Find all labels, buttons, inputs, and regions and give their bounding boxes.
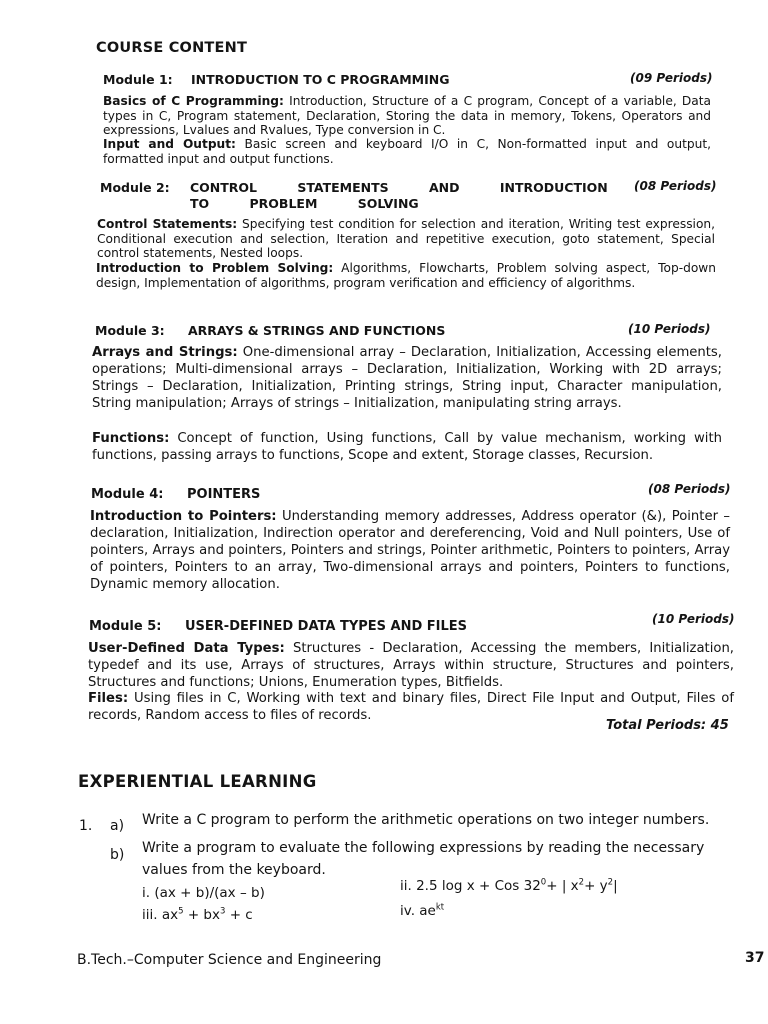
- module-5-paragraph: [88, 640, 734, 691]
- expr-part: + y: [584, 878, 608, 894]
- part-a-question: Write a C program to perform the arithmetic operations on two integer numbers.: [142, 812, 710, 828]
- expr-superscript: 5: [178, 906, 184, 917]
- part-b-label: b): [110, 847, 125, 863]
- page-number: 37: [745, 950, 765, 966]
- module-2-heading: [100, 180, 620, 211]
- expr-part: iii. ax: [142, 907, 179, 923]
- topic-label: Introduction to Problem Solving:: [96, 261, 334, 275]
- module-3-periods: (10 Periods): [628, 322, 711, 336]
- expr-part: + | x: [546, 878, 579, 894]
- module-4-heading: [91, 487, 391, 502]
- module-label: Module 3:: [95, 323, 165, 338]
- part-b-question-line1: Write a program to evaluate the following expressions by reading the necessary: [142, 840, 705, 856]
- module-4-paragraph: [90, 508, 730, 593]
- topic-label: Control Statements:: [97, 217, 238, 231]
- module-3-paragraph: [92, 344, 722, 412]
- expression-i: i. (ax + b)/(ax – b): [142, 885, 265, 901]
- module-2-periods: (08 Periods): [634, 179, 717, 193]
- expression-iv: [400, 903, 444, 919]
- module-3-paragraph: [92, 430, 722, 464]
- total-periods: Total Periods: 45: [606, 718, 729, 733]
- topic-text: Concept of function, Using functions, Call by value mechanism, working with functions, passing arrays to functions, Scope and extent, Storage classes, Recursion.: [92, 431, 722, 463]
- module-title: INTRODUCTION TO C PROGRAMMING: [191, 72, 450, 87]
- topic-text: One-dimensional array – Declaration, Initialization, Accessing elements, operations; Multi-dimensional arrays – Declaration, Initialization, Working with 2D arrays; Strings – Declaration, Initialization, Printing strings, String input, Character manipulation, String manipulation; Arrays of strings – Initialization, manipulating string arrays.: [92, 345, 722, 411]
- expr-superscript: 2: [607, 877, 614, 888]
- topic-text: Introduction, Structure of a C program, Concept of a variable, Data types in C, Program statement, Declaration, Storing the data in memory, Tokens, Operators and expressions, Lvalues and Rvalues, Type conversion in C.: [103, 94, 711, 137]
- module-1-paragraph: [103, 137, 711, 166]
- topic-label: Functions:: [92, 431, 170, 446]
- module-1-periods: (09 Periods): [630, 71, 713, 85]
- topic-text: Basic screen and keyboard I/O in C, Non-formatted input and output, formatted input and output functions.: [103, 137, 711, 166]
- module-1-heading: [103, 72, 543, 87]
- topic-label: Arrays and Strings:: [92, 345, 238, 360]
- topic-label: User-Defined Data Types:: [88, 641, 285, 656]
- module-1-paragraph: [103, 94, 711, 138]
- module-title: USER-DEFINED DATA TYPES AND FILES: [185, 619, 468, 634]
- module-5-heading: [89, 619, 539, 634]
- expr-part: + c: [225, 907, 253, 923]
- expr-superscript: kt: [435, 902, 445, 913]
- module-2-paragraph: [96, 261, 716, 290]
- topic-text: Algorithms, Flowcharts, Problem solving aspect, Top-down design, Implementation of algorithms, program verification and efficiency of algorithms.: [96, 261, 716, 290]
- topic-text: Structures - Declaration, Accessing the members, Initialization, typedef and its use, Arrays of structures, Arrays within structure, Structures and pointers, Structures and functions; Unions, Enumeration types, Bitfields.: [88, 641, 734, 690]
- module-5-periods: (10 Periods): [652, 612, 735, 626]
- item-number: 1.: [79, 818, 93, 834]
- expr-superscript: 0: [540, 877, 547, 888]
- module-label: Module 1:: [103, 72, 173, 87]
- topic-label: Basics of C Programming:: [103, 94, 284, 108]
- part-b-question-line2: values from the keyboard.: [142, 862, 326, 878]
- module-label: Module 4:: [91, 487, 164, 502]
- expression-iii: [142, 907, 253, 923]
- module-3-heading: [95, 323, 535, 338]
- module-2-paragraph: [97, 217, 715, 261]
- footer-program-name: B.Tech.–Computer Science and Engineering: [77, 952, 382, 968]
- expr-part: |: [613, 878, 618, 894]
- expr-part: iv. ae: [400, 903, 436, 919]
- topic-text: Understanding memory addresses, Address operator (&), Pointer – declaration, Initialization, Indirection operator and dereferencing, Void and Null pointers, Use of pointers, Arrays and pointers, Pointers and strings, Pointer arithmetic, Pointers to pointers, Array of pointers, Pointers to an array, Two-dimensional arrays and pointers, Pointers to functions, Dynamic memory allocation.: [90, 509, 730, 592]
- expr-part: + bx: [183, 907, 220, 923]
- course-content-heading: COURSE CONTENT: [96, 40, 248, 56]
- topic-label: Introduction to Pointers:: [90, 509, 277, 524]
- experiential-learning-heading: EXPERIENTIAL LEARNING: [78, 772, 317, 791]
- topic-label: Input and Output:: [103, 137, 236, 151]
- topic-label: Files:: [88, 691, 129, 706]
- expr-part: ii. 2.5 log x + Cos 32: [400, 878, 541, 894]
- topic-text: Specifying test condition for selection and iteration, Writing test expression, Conditional execution and selection, Iteration and repetitive execution, goto statement, Special control statements, Nested loops.: [97, 217, 715, 260]
- module-title: ARRAYS & STRINGS AND FUNCTIONS: [188, 323, 446, 338]
- module-title: POINTERS: [187, 487, 261, 502]
- topic-text: Using files in C, Working with text and binary files, Direct File Input and Output, Files of records, Random access to files of records.: [88, 691, 734, 723]
- module-4-periods: (08 Periods): [648, 482, 731, 496]
- module-label: Module 2:: [100, 180, 170, 195]
- expression-ii: [400, 878, 618, 894]
- part-a-label: a): [110, 818, 125, 834]
- module-label: Module 5:: [89, 619, 162, 634]
- expr-superscript: 2: [578, 877, 585, 888]
- expr-superscript: 3: [219, 906, 226, 917]
- module-title: CONTROL STATEMENTS AND INTRODUCTION TO PROBLEM SOLVING: [190, 180, 608, 211]
